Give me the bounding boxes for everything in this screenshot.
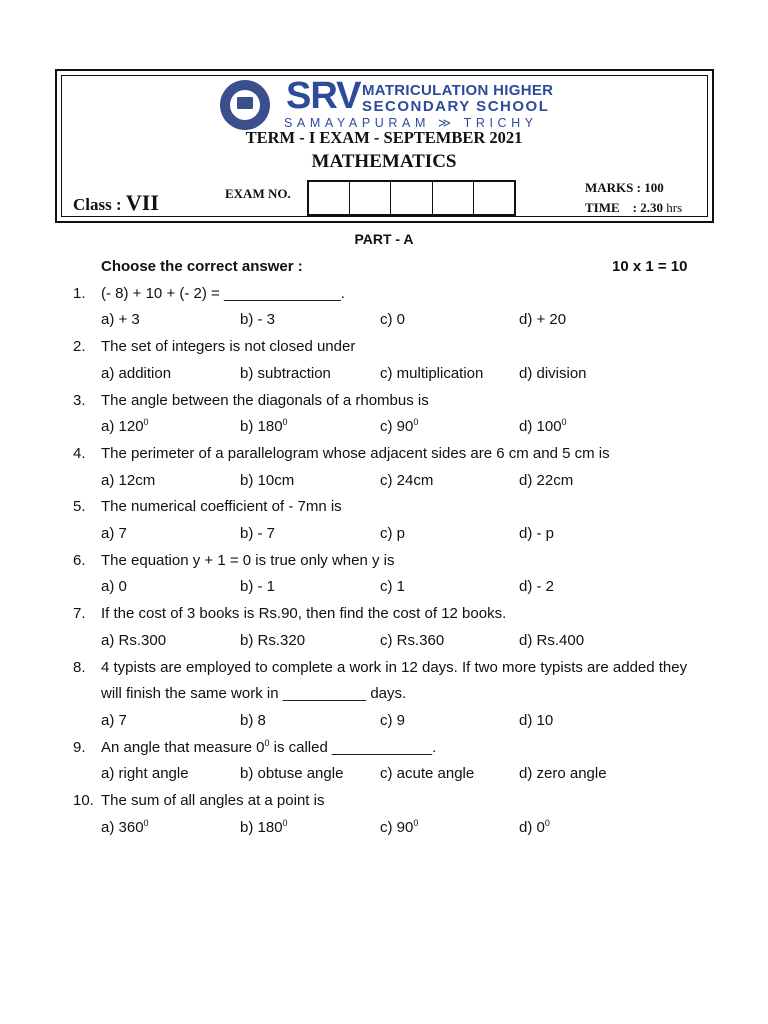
question-text: 4 typists are employed to complete a work in 12 days. If two more typists are added they: [101, 659, 688, 676]
option-b: b) subtraction: [240, 365, 331, 382]
question-text: If the cost of 3 books is Rs.90, then find the cost of 12 books.: [101, 605, 507, 622]
class-info: [73, 190, 159, 216]
school-location: SAMAYAPURAM ≫ TRICHY: [284, 116, 538, 130]
question-text: The perimeter of a parallelogram whose adjacent sides are 6 cm and 5 cm is: [101, 445, 610, 462]
option-c: c) 1: [380, 578, 406, 595]
time-value: : 2.30: [632, 200, 664, 215]
school-name-line1: MATRICULATION HIGHER: [362, 82, 554, 99]
option-b: b) - 3: [240, 311, 276, 328]
option-b: b) $180^0$: [240, 818, 288, 836]
option-a: a) addition: [101, 365, 172, 382]
exam-no-box: [309, 182, 350, 214]
option-c: c) $90^0$: [380, 818, 419, 836]
subject-title: MATHEMATICS: [311, 151, 457, 172]
marks-label: MARKS :: [585, 180, 641, 195]
section-title: PART - A: [354, 231, 414, 247]
option-c: c) 9: [380, 712, 406, 729]
option-a: a) $360^0$: [101, 818, 149, 836]
option-d: d) + 20: [519, 311, 567, 328]
option-a: a) 7: [101, 525, 127, 542]
question-number: 10.: [73, 792, 94, 809]
option-d: d) - 2: [519, 578, 555, 595]
exam-no-box: [474, 182, 514, 214]
option-a: a) right angle: [101, 765, 189, 782]
class-value: VII: [125, 190, 159, 215]
book-icon: [237, 97, 253, 109]
option-b: b) obtuse angle: [240, 765, 344, 782]
exam-term-title: TERM - I EXAM - SEPTEMBER 2021: [245, 128, 523, 147]
option-b: b) $180^0$: [240, 417, 288, 435]
option-b: b) 10cm: [240, 472, 295, 489]
marks-value: 100: [644, 180, 664, 195]
time-info: [585, 200, 682, 216]
section-scoring: 10 x 1 = 10: [612, 258, 688, 275]
option-b: b) Rs.320: [240, 632, 306, 649]
question-number: 1.: [73, 285, 86, 302]
question-number: 3.: [73, 392, 86, 409]
question-text: The equation y + 1 = 0 is true only when y is: [101, 552, 395, 569]
option-a: a) + 3: [101, 311, 140, 328]
option-d: d) $0^0$: [519, 818, 550, 836]
marks-info: [585, 180, 664, 196]
school-logo: [220, 75, 554, 130]
option-a: a) 0: [101, 578, 127, 595]
option-a: a) 12cm: [101, 472, 156, 489]
question-text-continued: will finish the same work in __________ days.: [101, 685, 407, 702]
option-d: d) Rs.400: [519, 632, 585, 649]
option-c: c) 24cm: [380, 472, 434, 489]
option-b: b) - 7: [240, 525, 276, 542]
option-a: a) $120^0$: [101, 417, 149, 435]
class-label: Class :: [73, 195, 122, 214]
exam-no-boxes: [307, 180, 516, 216]
question-number: 8.: [73, 659, 86, 676]
question-number: 2.: [73, 338, 86, 355]
school-name-line2: SECONDARY SCHOOL: [362, 98, 550, 115]
option-d: d) - p: [519, 525, 555, 542]
question-text: The sum of all angles at a point is: [101, 792, 325, 809]
question-number: 4.: [73, 445, 86, 462]
option-c: c) acute angle: [380, 765, 475, 782]
option-d: d) 10: [519, 712, 554, 729]
option-a: a) Rs.300: [101, 632, 167, 649]
time-label: TIME: [585, 200, 620, 215]
question-number: 9.: [73, 739, 86, 756]
exam-no-box: [391, 182, 432, 214]
option-c: c) multiplication: [380, 365, 484, 382]
school-seal-icon: [220, 80, 270, 130]
option-d: d) $100^0$: [519, 417, 567, 435]
option-b: b) - 1: [240, 578, 276, 595]
question-text: The set of integers is not closed under: [101, 338, 356, 355]
question-number: 6.: [73, 552, 86, 569]
question-number: 7.: [73, 605, 86, 622]
option-d: d) zero angle: [519, 765, 607, 782]
school-short-name: SRV: [286, 75, 361, 117]
option-a: a) 7: [101, 712, 127, 729]
section-instruction: Choose the correct answer :: [101, 258, 303, 275]
time-unit: hrs: [666, 200, 683, 215]
option-b: b) 8: [240, 712, 266, 729]
exam-no-box: [350, 182, 391, 214]
option-c: c) Rs.360: [380, 632, 445, 649]
option-c: c) $90^0$: [380, 417, 419, 435]
option-c: c) 0: [380, 311, 406, 328]
exam-no-label: EXAM NO.: [225, 186, 291, 201]
exam-no-box: [433, 182, 474, 214]
question-number: 5.: [73, 498, 86, 515]
question-text: The angle between the diagonals of a rhombus is: [101, 392, 429, 409]
option-c: c) p: [380, 525, 406, 542]
question-text: (- 8) + 10 + (- 2) = ______________.: [101, 285, 345, 302]
question-text: An angle that measure $0^0$ is called ____________.: [101, 738, 437, 756]
option-d: d) division: [519, 365, 587, 382]
question-text: The numerical coefficient of - 7mn is: [101, 498, 342, 515]
option-d: d) 22cm: [519, 472, 574, 489]
